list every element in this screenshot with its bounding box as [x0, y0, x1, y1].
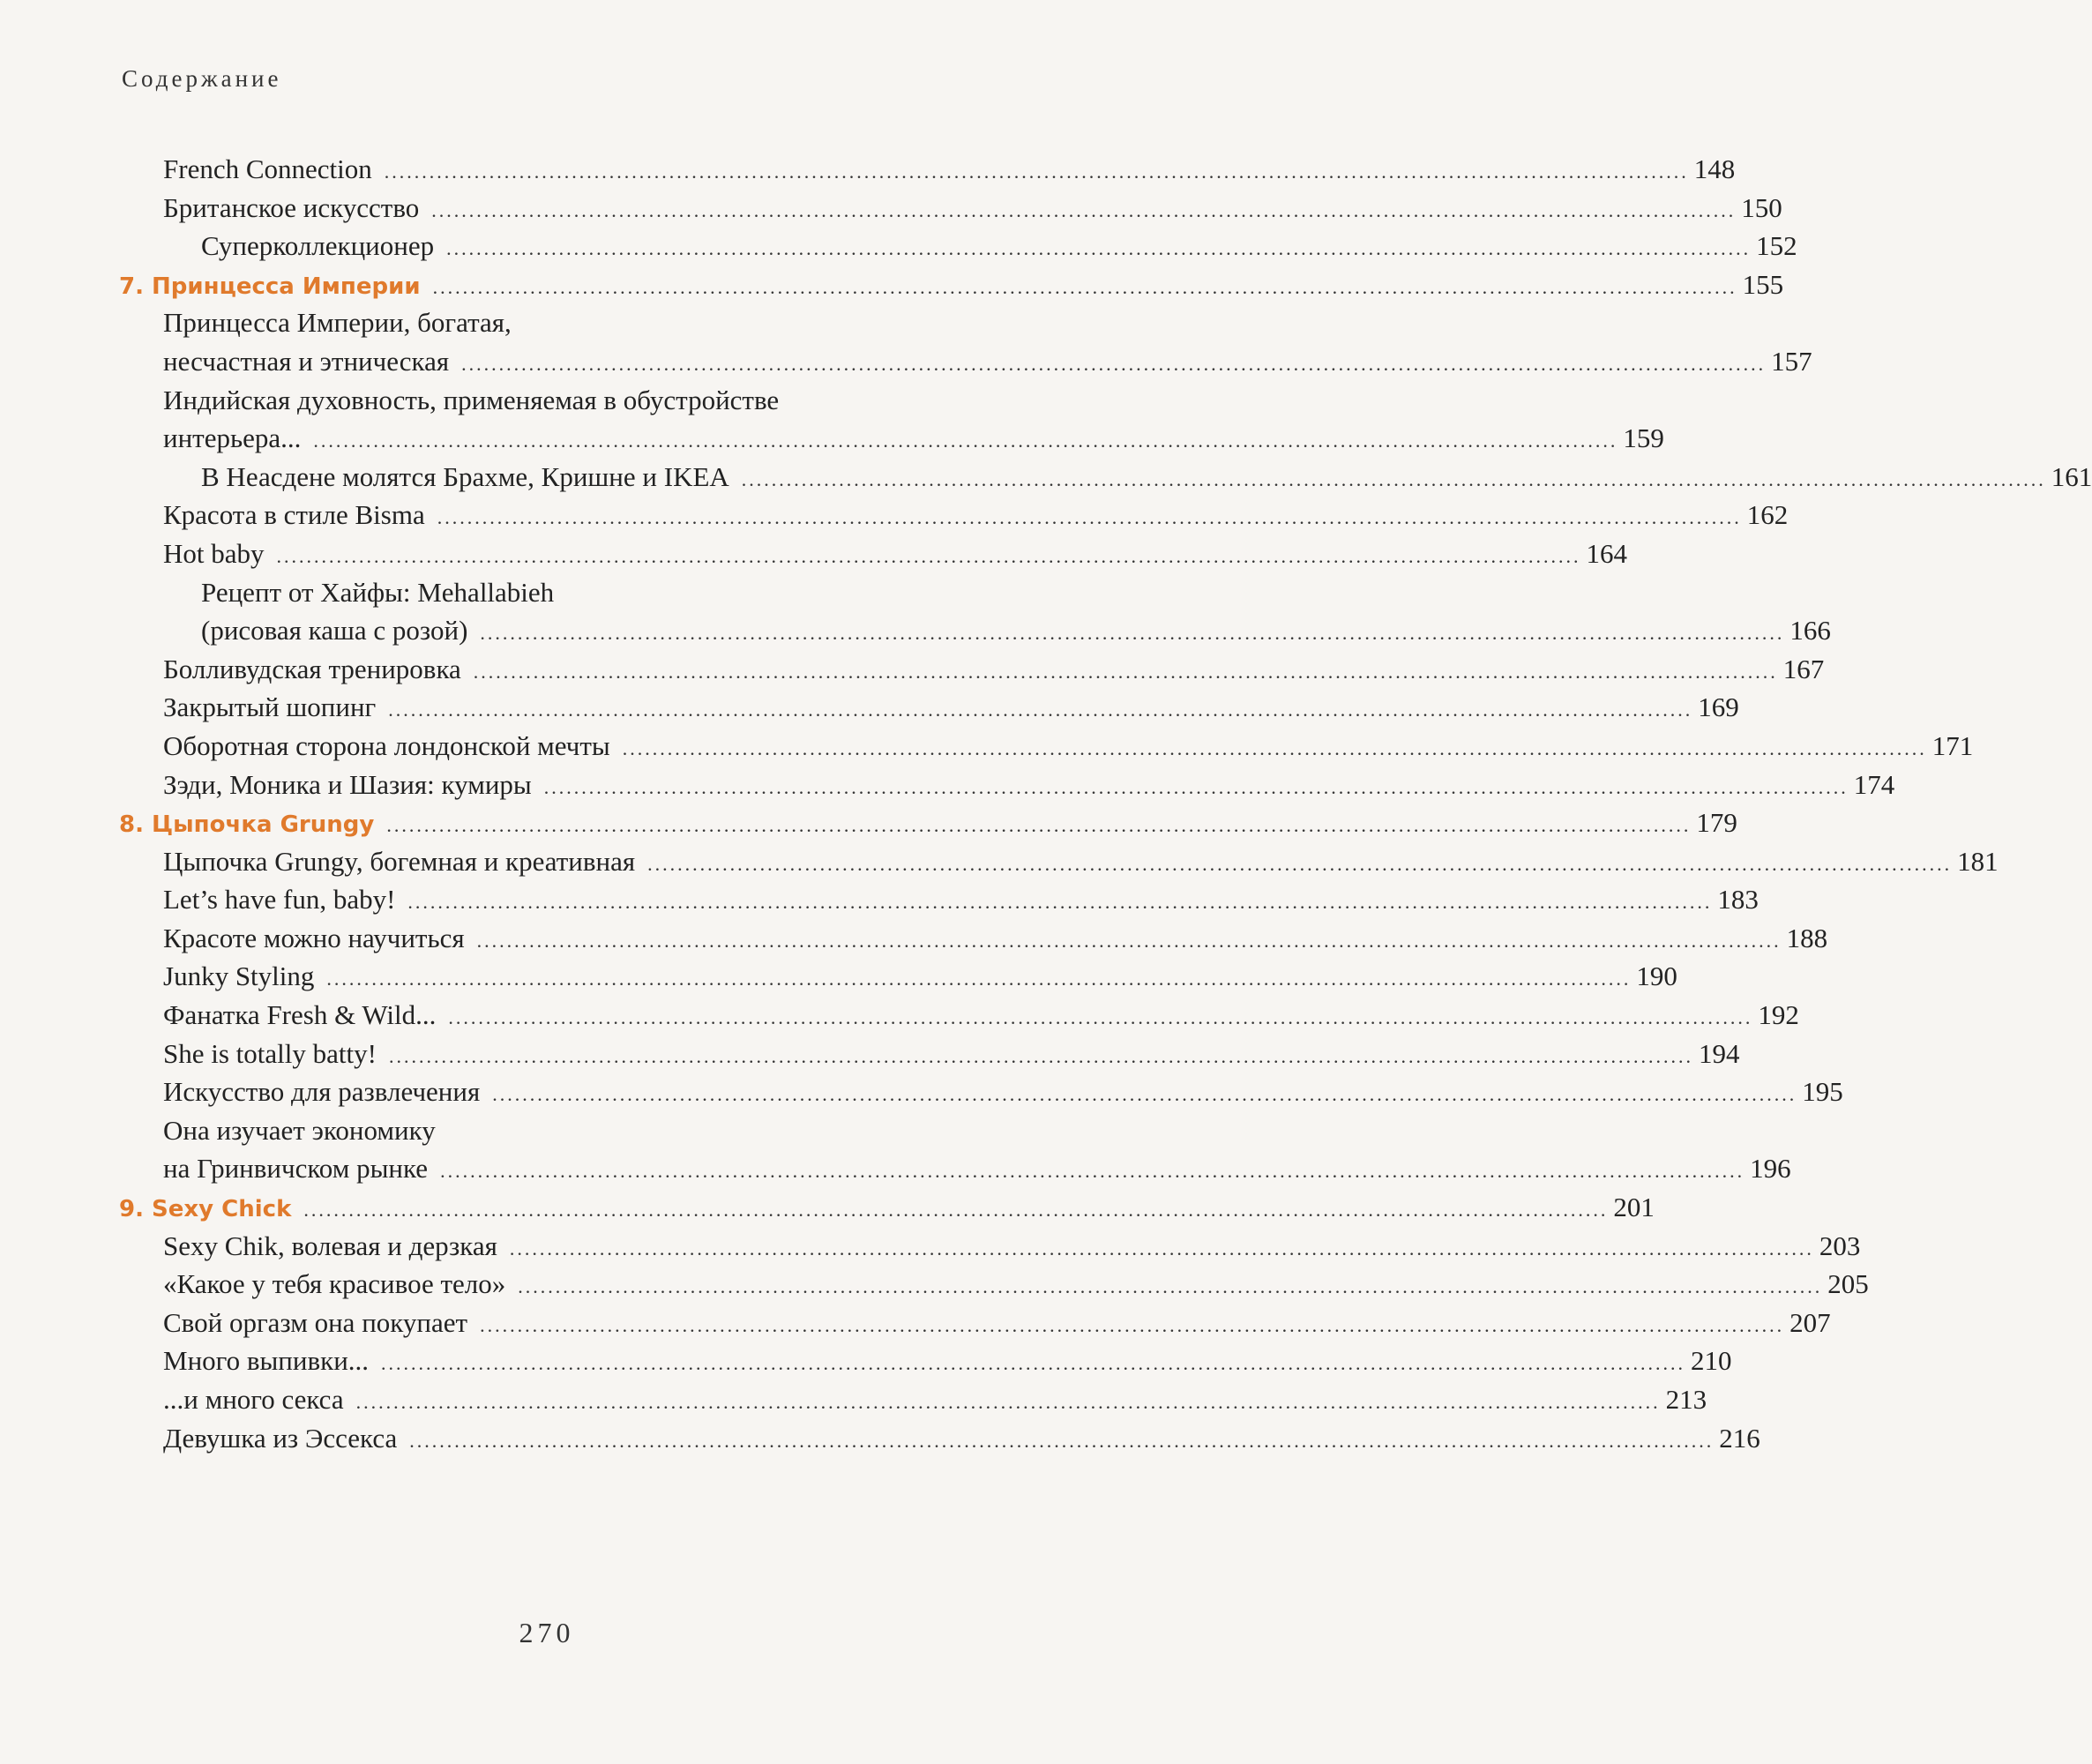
toc-entry [119, 1035, 1740, 1073]
dot-leader [623, 729, 1927, 768]
toc-entry-page: 188 [1786, 922, 1828, 953]
dot-leader [647, 845, 1952, 884]
toc-entry [119, 766, 1895, 804]
toc-entry [119, 1342, 1732, 1380]
toc-entry-title: French Connection [163, 153, 372, 184]
toc-entry-page: 166 [1789, 615, 1831, 647]
toc-entry [119, 727, 1974, 766]
toc-entry-title: Hot baby [163, 537, 265, 569]
toc-entry [119, 842, 1999, 881]
page-header: Содержание [122, 65, 282, 92]
toc-entry-page: 183 [1717, 884, 1759, 916]
toc-entry [119, 1419, 1760, 1458]
toc-entry-title: Много выпивки... [163, 1345, 370, 1377]
toc-entry [119, 458, 2092, 497]
toc-entry-page: 174 [1853, 768, 1895, 800]
toc-entry-title: She is totally batty! [163, 1037, 377, 1069]
dot-leader [303, 1191, 1608, 1230]
toc-chapter-entry [119, 804, 1737, 842]
toc-entry-title: Оборотная сторона лондонской мечты [163, 729, 610, 761]
toc-entry-page: 157 [1771, 345, 1812, 377]
toc-entry-page: 216 [1719, 1422, 1760, 1454]
page-number: 270 [519, 1617, 575, 1648]
toc-entry-title: Зэди, Моника и Шазия: кумиры [163, 768, 532, 800]
toc-entry-title: Закрытый шопинг [163, 691, 377, 723]
toc-entry-title: Искусство для развлечения [163, 1076, 481, 1108]
toc-entry-page: 195 [1802, 1076, 1843, 1108]
dot-leader [437, 498, 1742, 537]
toc-entry-page: 169 [1698, 691, 1739, 723]
toc-entry [119, 611, 1831, 650]
dot-leader [474, 653, 1778, 691]
dot-leader [448, 998, 1752, 1037]
dot-leader [446, 229, 1751, 268]
dot-leader [381, 1344, 1685, 1383]
toc-entry-page: 150 [1741, 191, 1782, 223]
dot-leader [326, 960, 1631, 998]
toc-entry [119, 957, 1677, 996]
toc-entry [119, 1265, 1869, 1304]
toc-entry-page: 161 [2051, 460, 2092, 492]
toc-entry-title: интерьера... [163, 422, 302, 454]
toc-entry-title: Красоте можно научиться [163, 922, 465, 953]
toc-entry-page: 155 [1742, 268, 1784, 300]
toc-entry-page: 210 [1691, 1345, 1732, 1377]
dot-leader [389, 1037, 1693, 1076]
toc-entry-title: Цыпочка Grungy, богемная и креативная [163, 845, 636, 877]
toc-entry-title: Junky Styling [163, 960, 315, 992]
toc-entry-title: Принцесса Империи, богатая, [163, 307, 512, 339]
toc-chapter-entry [119, 265, 1784, 304]
toc-entry-title: «Какое у тебя красивое тело» [163, 1268, 506, 1300]
toc-entry-page: 148 [1693, 153, 1736, 184]
toc-entry-title: В Неасдене молятся Брахме, Кришне и IKEA [201, 460, 729, 492]
dot-leader [518, 1267, 1822, 1306]
toc-entry [119, 496, 1789, 534]
dot-leader [480, 614, 1784, 653]
toc-entry-page: 203 [1819, 1230, 1861, 1261]
toc-entry-title: ...и много секса [163, 1384, 344, 1415]
dot-leader [313, 422, 1618, 460]
toc-entry-page: 196 [1750, 1153, 1791, 1185]
toc-chapter-entry [119, 1188, 1655, 1227]
dot-leader [461, 345, 1766, 384]
dot-leader [433, 268, 1737, 307]
table-of-contents [119, 150, 2092, 1457]
dot-leader [388, 691, 1692, 729]
dot-leader [385, 153, 1689, 191]
toc-entry-title: Девушка из Эссекса [163, 1422, 398, 1454]
dot-leader [742, 460, 2046, 499]
toc-entry [119, 1304, 1831, 1342]
toc-entry-page: 207 [1789, 1306, 1831, 1338]
toc-entry-title: Болливудская тренировка [163, 653, 461, 684]
toc-entry-page: 159 [1623, 422, 1664, 454]
dot-leader [407, 883, 1712, 922]
toc-entry-page: 213 [1665, 1384, 1707, 1415]
toc-entry-title: Индийская духовность, применяемая в обустройстве [163, 384, 780, 415]
toc-entry [119, 381, 988, 420]
toc-entry-page: 171 [1931, 729, 1974, 761]
toc-entry [119, 1149, 1791, 1188]
dot-leader [431, 191, 1736, 230]
toc-entry [119, 996, 1799, 1035]
toc-entry-title: 9. Sexy Chick [119, 1196, 292, 1223]
toc-entry [119, 342, 1812, 381]
toc-entry-title: Let’s have fun, baby! [163, 884, 396, 916]
toc-entry-title: Рецепт от Хайфы: Mehallabieh [201, 576, 555, 608]
dot-leader [480, 1306, 1784, 1345]
toc-entry-title: на Гринвичском рынке [163, 1153, 429, 1185]
toc-entry-title: Свой оргазм она покупает [163, 1306, 468, 1338]
toc-entry-page: 205 [1827, 1268, 1869, 1300]
dot-leader [544, 768, 1849, 807]
toc-entry [119, 419, 1664, 458]
dot-leader [510, 1230, 1814, 1268]
toc-entry [119, 1227, 1861, 1266]
toc-entry [119, 650, 1825, 689]
toc-entry [119, 880, 1759, 919]
dot-leader [277, 537, 1581, 576]
toc-entry-title: 7. Принцесса Империи [119, 273, 421, 300]
toc-entry [119, 227, 1797, 265]
dot-leader [356, 1383, 1661, 1422]
toc-entry-page: 194 [1698, 1037, 1740, 1069]
toc-entry-title: Суперколлекционер [201, 230, 435, 262]
toc-entry [119, 534, 1628, 573]
toc-entry-title: (рисовая каша с розой) [201, 615, 468, 647]
toc-entry [119, 1111, 988, 1150]
toc-entry [119, 150, 1736, 189]
dot-leader [409, 1422, 1714, 1461]
toc-entry [119, 1380, 1707, 1419]
toc-entry [119, 1073, 1843, 1111]
toc-entry-page: 162 [1746, 499, 1789, 531]
toc-entry-title: Фанатка Fresh & Wild... [163, 999, 437, 1031]
toc-entry [119, 573, 988, 612]
toc-entry-title: Sexy Chik, волевая и дерзкая [163, 1230, 497, 1261]
toc-entry-page: 167 [1782, 653, 1825, 684]
toc-entry-title: Она изучает экономику [163, 1114, 436, 1146]
toc-entry-page: 152 [1756, 230, 1797, 262]
toc-entry-page: 192 [1758, 999, 1799, 1031]
toc-entry-page: 181 [1957, 845, 1999, 877]
dot-leader [492, 1075, 1797, 1114]
dot-leader [386, 806, 1691, 845]
dot-leader [477, 922, 1782, 960]
toc-entry-page: 179 [1696, 807, 1737, 839]
toc-entry [119, 189, 1782, 228]
toc-entry-title: Британское искусство [163, 191, 420, 223]
dot-leader [440, 1152, 1745, 1191]
toc-entry-page: 164 [1586, 537, 1628, 569]
toc-entry-title: несчастная и этническая [163, 345, 450, 377]
toc-entry-title: 8. Цыпочка Grungy [119, 811, 375, 839]
toc-entry [119, 919, 1828, 958]
toc-entry-page: 190 [1636, 960, 1677, 992]
toc-entry-title: Красота в стиле Bisma [163, 499, 425, 531]
toc-entry-page: 201 [1613, 1192, 1655, 1223]
toc-entry [119, 688, 1739, 727]
toc-entry [119, 303, 988, 342]
